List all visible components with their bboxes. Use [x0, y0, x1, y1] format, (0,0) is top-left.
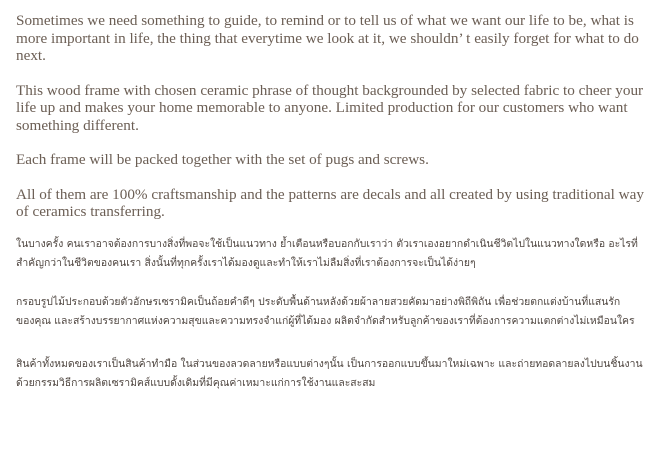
thai-paragraph-intro — [16, 235, 650, 274]
english-paragraph-frame: This wood frame with chosen ceramic phrase of thought backgrounded by selected fabric to cheer your life up and makes your home memorable to anyone. Limited production for our customers who want something different. — [16, 81, 644, 134]
thai-line: สินค้าทั้งหมดของเราเป็นสินค้าทำมือ ในส่วนของลวดลายหรือแบบต่างๆนั้น เป็นการออกแบบขึ้นมาใหม่เฉพาะ และถ่ายทอดลายลงไปบนชิ้นงาน — [16, 357, 643, 370]
thai-line: กรอบรูปไม้ประกอบด้วยตัวอักษรเซรามิคเป็นถ้อยคำดีๆ ประดับพื้นด้านหลังด้วยผ้าลายสวยคัดมาอย่างพิถีพิถัน เพื่อช่วยตกแต่งบ้านที่แสนรัก — [16, 295, 621, 308]
english-paragraph-intro: Sometimes we need something to guide, to remind or to tell us of what we want our life to be, what is more important in life, the thing that everytime we look at it, we shouldn’ t easily forget for what to do next. — [16, 12, 639, 64]
thai-line: ด้วยกรรมวิธีการผลิตเซรามิคส์แบบดั้งเดิมที่มีคุณค่าเหมาะแก่การใช้งานและสะสม — [16, 377, 376, 389]
english-paragraph-craft: All of them are 100% craftsmanship and the patterns are decals and all created by using traditional way of ceramics transferring. — [16, 185, 644, 220]
thai-line: ของคุณ และสร้างบรรยากาศแห่งความสุขและความทรงจำแก่ผู้ที่ได้มอง ผลิตจำกัดสำหรับลูกค้าของเราที่ต้องการความแตกต่างไม่เหมือนใคร — [16, 315, 635, 327]
product-description — [16, 12, 650, 394]
thai-line: ในบางครั้ง คนเราอาจต้องการบางสิ่งที่พอจะใช้เป็นแนวทาง ย้ำเตือนหรือบอกกับเราว่า ตัวเราเองอยากดำเนินชีวิตไปในแนวทางใดหรือ อะไรที่ — [16, 237, 638, 250]
english-paragraph-packing: Each frame will be packed together with the set of pugs and screws. — [16, 151, 429, 168]
thai-paragraph-frame — [16, 293, 650, 332]
thai-line: สำคัญกว่าในชีวิตของคนเรา สิ่งนั้นที่ทุกครั้งเราได้มองดูและทำให้เราไม่ลืมสิ่งที่เราต้องการจะเป็นได้ง่ายๆ — [16, 257, 476, 269]
thai-paragraph-craft — [16, 355, 650, 394]
